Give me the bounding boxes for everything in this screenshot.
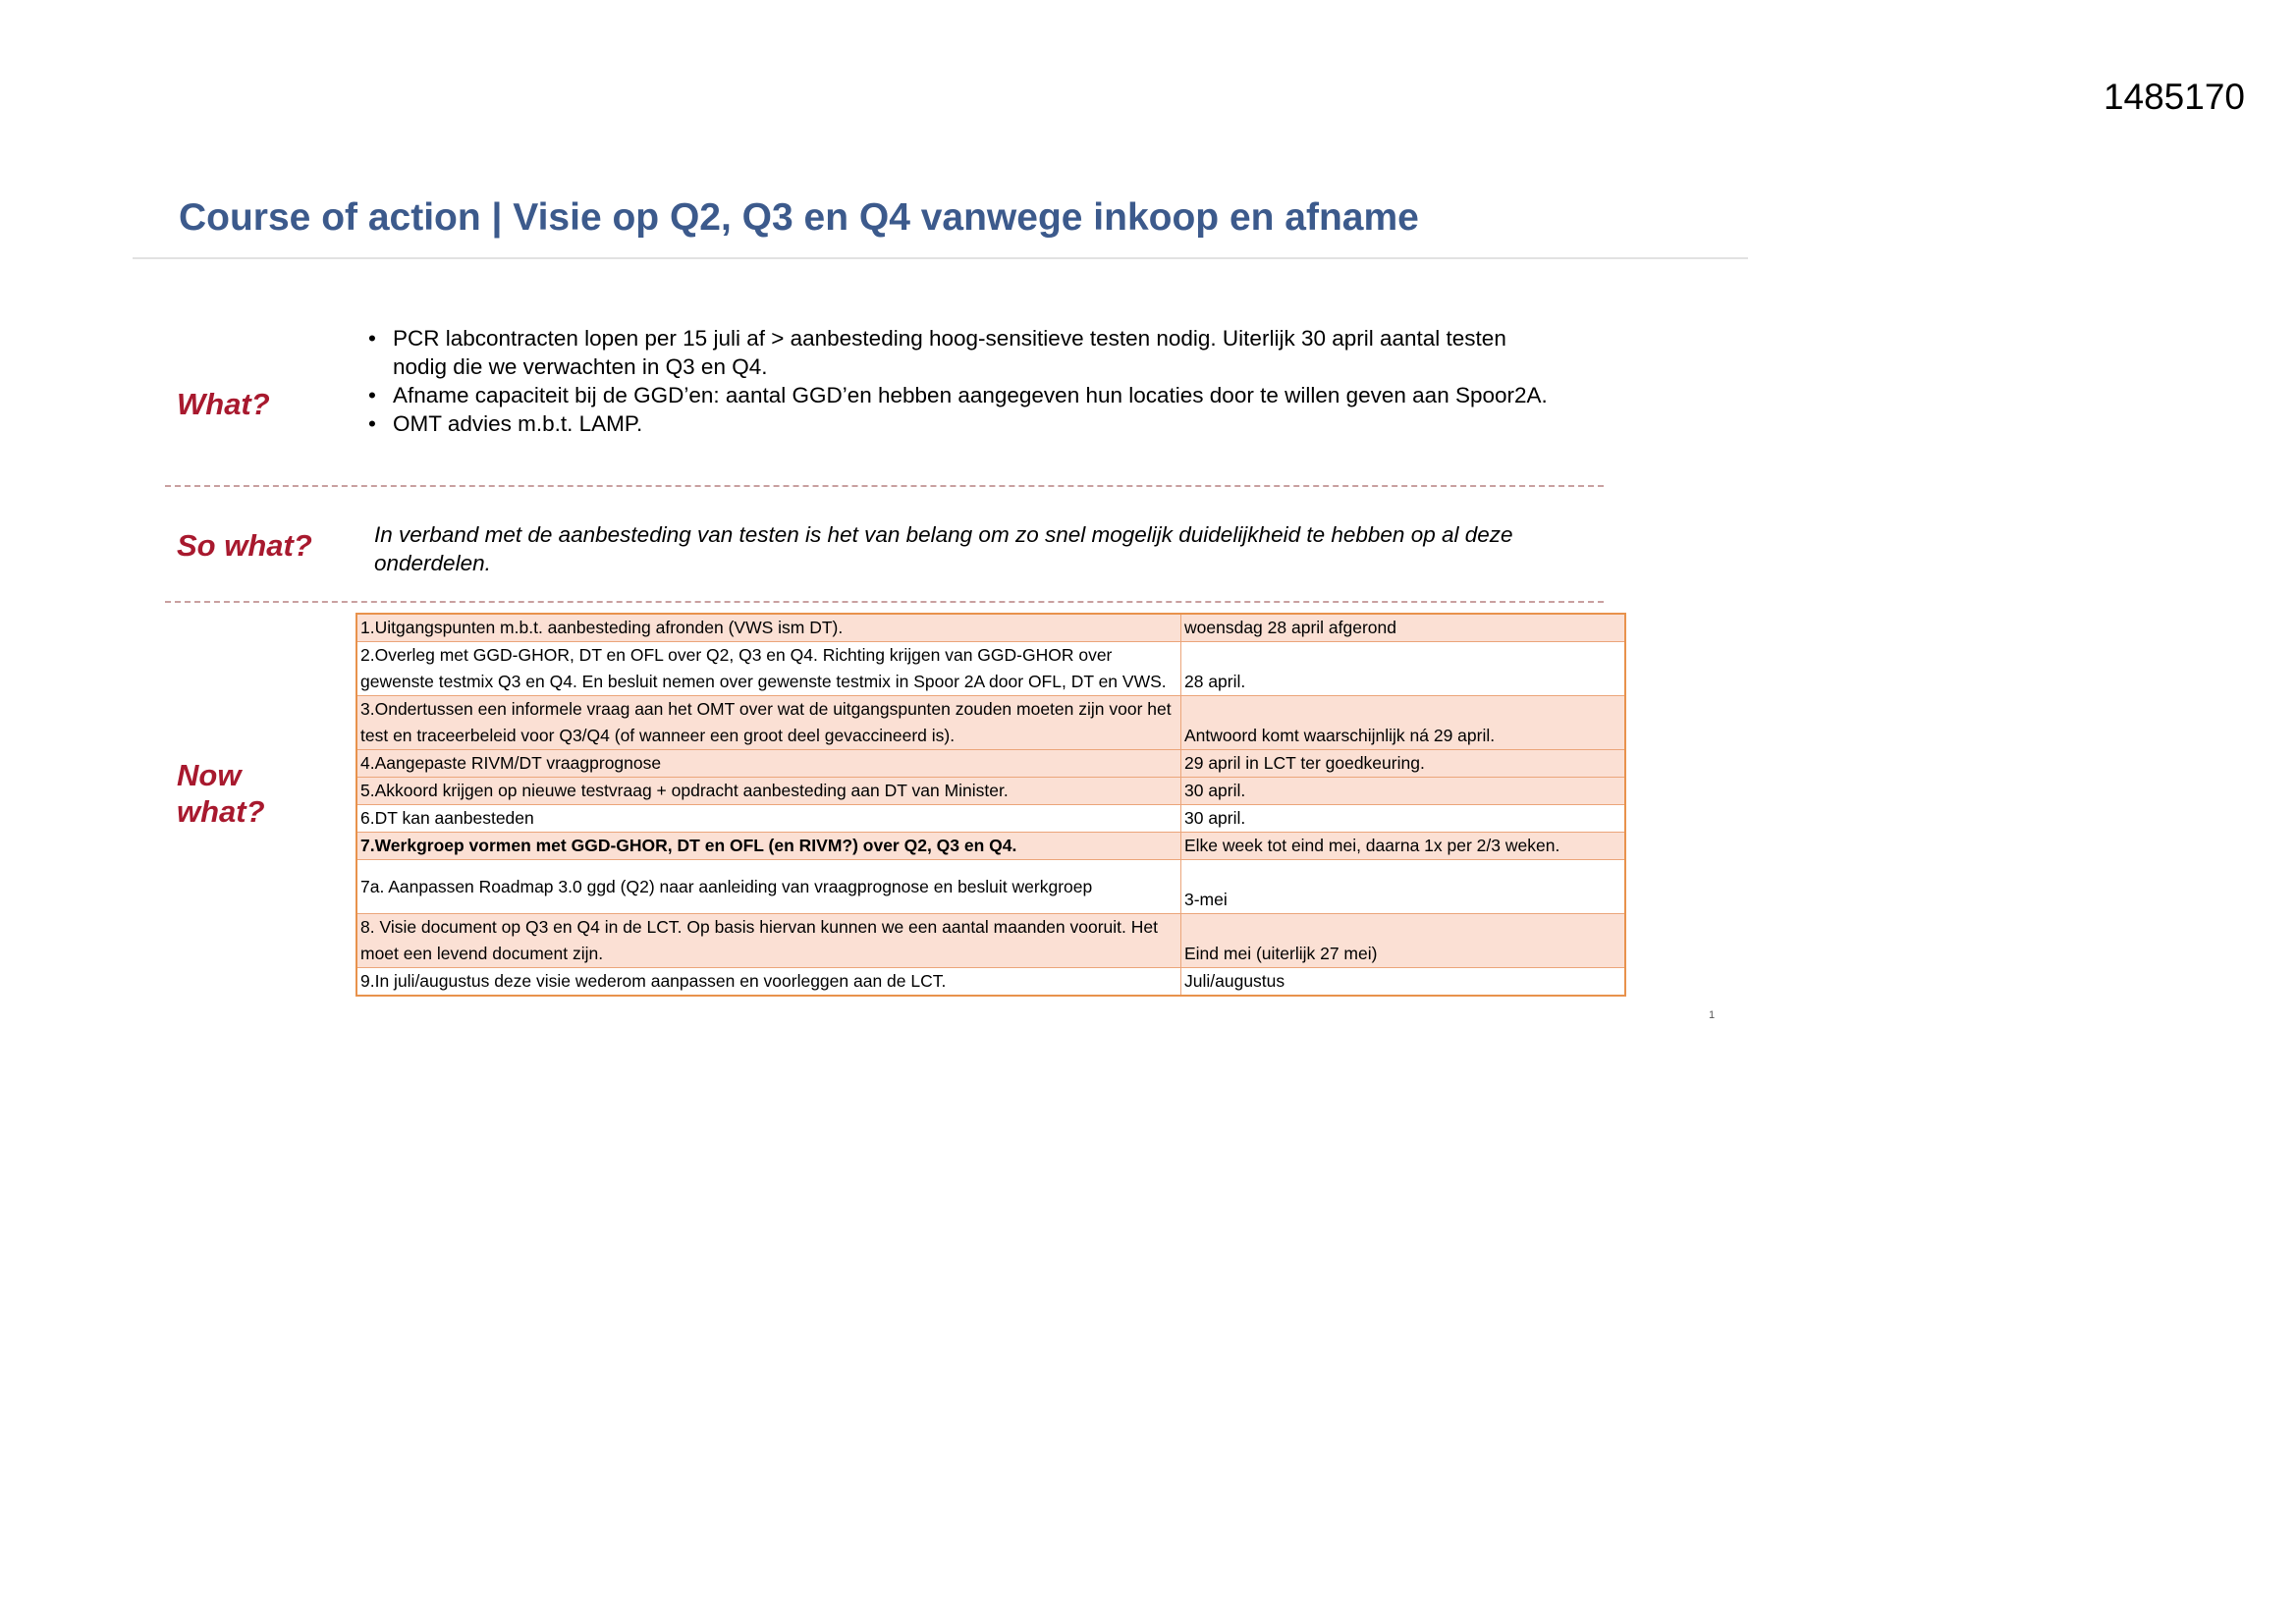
section-divider-1: [165, 485, 1604, 487]
task-cell: 2.Overleg met GGD-GHOR, DT en OFL over Q2, Q3 en Q4. Richting krijgen van GGD-GHOR over gewenste testmix Q3 en Q4. En besluit nemen over gewenste testmix in Spoor 2A door OFL, DT en VWS.: [356, 642, 1181, 696]
task-cell: 7a. Aanpassen Roadmap 3.0 ggd (Q2) naar aanleiding van vraagprognose en besluit werkgroep: [356, 860, 1181, 914]
what-bullet-3: • OMT advies m.b.t. LAMP.: [366, 409, 1564, 438]
task-cell: 8. Visie document op Q3 en Q4 in de LCT. Op basis hiervan kunnen we een aantal maanden vooruit. Het moet een levend document zijn.: [356, 914, 1181, 968]
page-number: 1: [1709, 1009, 1716, 1021]
deadline-cell: Antwoord komt waarschijnlijk ná 29 april.: [1181, 696, 1626, 750]
deadline-cell: Juli/augustus: [1181, 968, 1626, 997]
deadline-cell: Eind mei (uiterlijk 27 mei): [1181, 914, 1626, 968]
now-what-label: Now what?: [177, 758, 265, 829]
so-what-label: So what?: [177, 528, 312, 563]
action-table: [355, 613, 1626, 997]
table-row: [356, 778, 1625, 805]
deadline-cell: Elke week tot eind mei, daarna 1x per 2/3 weken.: [1181, 833, 1626, 860]
so-what-text: In verband met de aanbesteding van testen is het van belang om zo snel mogelijk duidelijkheid te hebben op al deze onderdelen.: [374, 522, 1513, 575]
what-bullet-2: • Afname capaciteit bij de GGD’en: aantal GGD’en hebben aangegeven hun locaties door te willen geven aan Spoor2A.: [366, 381, 1564, 409]
table-row: [356, 833, 1625, 860]
task-cell: 7.Werkgroep vormen met GGD-GHOR, DT en OFL (en RIVM?) over Q2, Q3 en Q4.: [356, 833, 1181, 860]
table-row: [356, 750, 1625, 778]
task-cell: 1.Uitgangspunten m.b.t. aanbesteding afronden (VWS ism DT).: [356, 614, 1181, 642]
table-row: [356, 968, 1625, 997]
deadline-cell: 30 april.: [1181, 778, 1626, 805]
task-cell: 6.DT kan aanbesteden: [356, 805, 1181, 833]
task-cell: 4.Aangepaste RIVM/DT vraagprognose: [356, 750, 1181, 778]
title-divider: [133, 257, 1748, 259]
task-cell: 3.Ondertussen een informele vraag aan het OMT over wat de uitgangspunten zouden moeten zijn voor het test en traceerbeleid voor Q3/Q4 (of wanneer een groot deel gevaccineerd is).: [356, 696, 1181, 750]
task-cell: 9.In juli/augustus deze visie wederom aanpassen en voorleggen aan de LCT.: [356, 968, 1181, 997]
what-bullet-1: • PCR labcontracten lopen per 15 juli af > aanbesteding hoog-sensitieve testen nodig. Uiterlijk 30 april aantal testen nodig die we verwachten in Q3 en Q4.: [366, 324, 1564, 381]
table-row: [356, 642, 1625, 696]
section-divider-2: [165, 601, 1604, 603]
table-row: [356, 860, 1625, 914]
what-label: What?: [177, 387, 270, 421]
page-title: Course of action | Visie op Q2, Q3 en Q4 vanwege inkoop en afname: [179, 196, 1419, 239]
deadline-cell: 29 april in LCT ter goedkeuring.: [1181, 750, 1626, 778]
deadline-cell: 28 april.: [1181, 642, 1626, 696]
deadline-cell: woensdag 28 april afgerond: [1181, 614, 1626, 642]
task-cell: 5.Akkoord krijgen op nieuwe testvraag + opdracht aanbesteding aan DT van Minister.: [356, 778, 1181, 805]
table-row: [356, 914, 1625, 968]
table-row: [356, 614, 1625, 642]
document-number: 1485170: [2103, 77, 2245, 117]
what-bullet-list: [366, 324, 1564, 438]
table-row: [356, 696, 1625, 750]
table-row: [356, 805, 1625, 833]
deadline-cell: 30 april.: [1181, 805, 1626, 833]
deadline-cell: 3-mei: [1181, 860, 1626, 914]
